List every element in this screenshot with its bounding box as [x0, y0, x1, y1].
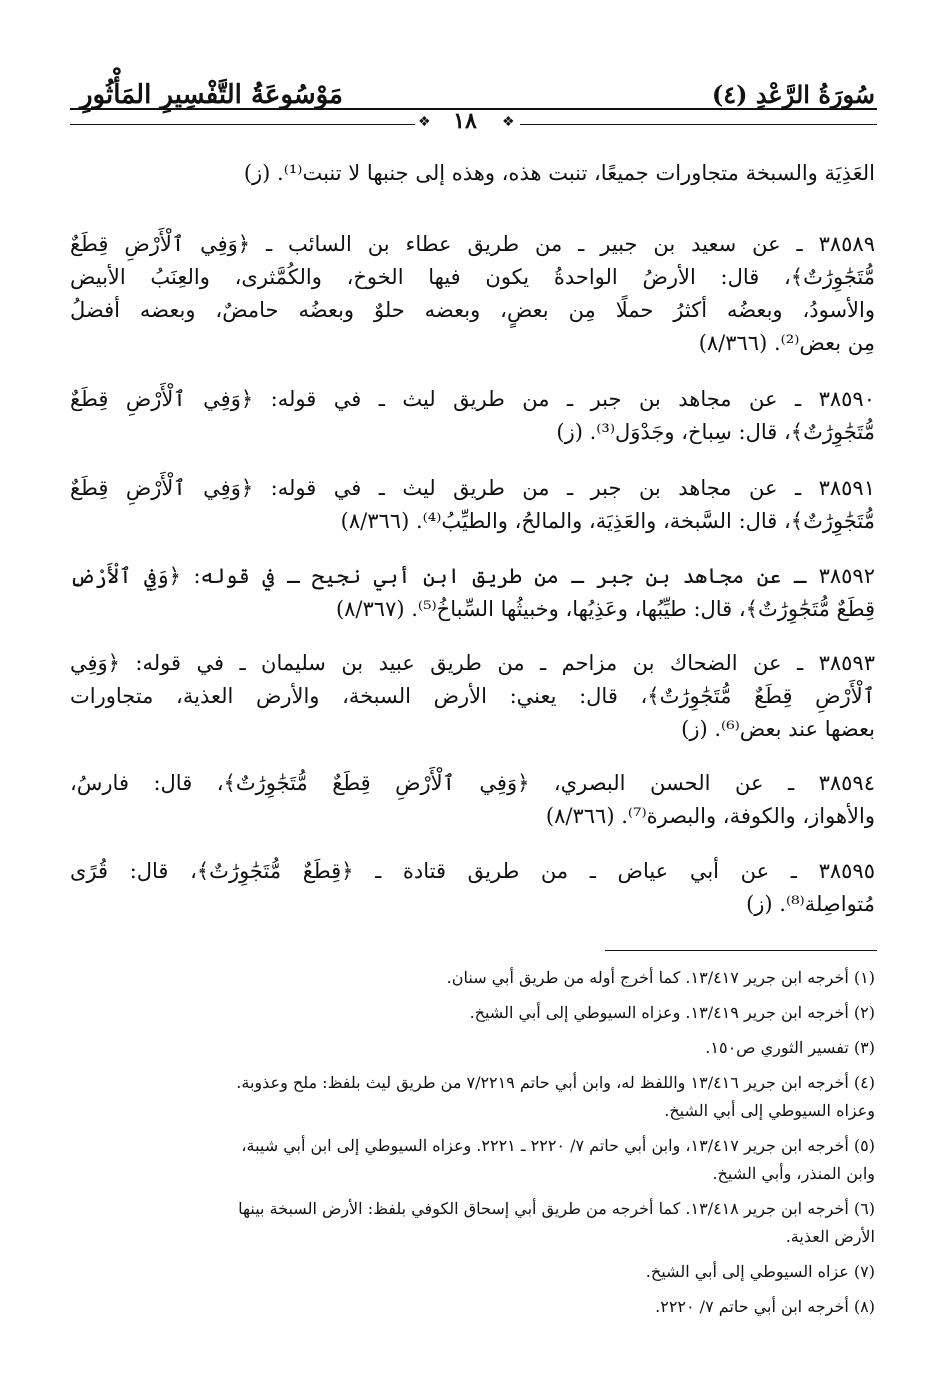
footnote: (٨) أخرجه ابن أبي حاتم ٧/ ٢٢٢٠.	[655, 1297, 875, 1316]
text-line: مُّتَجَٰوِرَٰتٌ﴾، قال: الأرضُ الواحدةُ يكون فيها الخوخ، والكُمَّثرى، والعِنَبُ الأبيض	[70, 265, 875, 289]
surah-title: سُورَةُ الرَّعْدِ (٤)	[711, 80, 875, 109]
book-title: مَوْسُوعَةُ التَّفْسِيرِ المَأْثُورِ	[80, 80, 343, 110]
text-line: مُّتَجَٰوِرَٰتٌ﴾، قال: السَّبخة، والعَذِيَة، والمالحُ، والطيِّبُ⁽⁴⁾. (٨/٣٦٦)	[340, 509, 875, 533]
text-line: ٣٨٥٩١ ـ عن مجاهد بن جبر ـ من طريق ليث ـ في قوله: ﴿وَفِي ٱلْأَرْضِ قِطَعٌ	[70, 476, 875, 500]
text-line: ٣٨٥٩٣ ـ عن الضحاك بن مزاحم ـ من طريق عبيد بن سليمان ـ في قوله: ﴿وَفِي	[70, 651, 875, 675]
text-line: ٣٨٥٩٤ ـ عن الحسن البصري، ﴿وَفِي ٱلْأَرْضِ قِطَعٌ مُّتَجَٰوِرَٰتٌ﴾، قال: فارسُ،	[70, 771, 875, 795]
header-rule-left	[70, 124, 415, 125]
text-line: ٣٨٥٩٥ ـ عن أبي عياض ـ من طريق قتادة ـ ﴿قِطَعٌ مُّتَجَٰوِرَٰتٌ﴾، قال: قُرًى	[70, 859, 875, 883]
header-rule-right	[520, 124, 877, 125]
text-line: ٣٨٥٨٩ ـ عن سعيد بن جبير ـ من طريق عطاء بن السائب ـ ﴿وَفِي ٱلْأَرْضِ قِطَعٌ	[70, 232, 875, 256]
ornament-icon: ❖	[418, 114, 431, 130]
footnote: (٢) أخرجه ابن جرير ١٣/٤١٩. وعزاه السيوطي إلى أبي الشيخ.	[469, 1003, 875, 1022]
footnote: (٧) عزاه السيوطي إلى أبي الشيخ.	[645, 1262, 875, 1281]
text-line: مُتواصِلة⁽⁸⁾. (ز)	[746, 892, 875, 916]
footnote: وابن المنذر، وأبي الشيخ.	[712, 1164, 875, 1183]
footnote: الأرض العذية.	[785, 1227, 875, 1246]
footnote: (١) أخرجه ابن جرير ١٣/٤١٧. كما أخرج أوله من طريق أبي سنان.	[446, 968, 875, 987]
text-line: العَذِيَة والسبخة متجاورات جميعًا، تنبت هذه، وهذه إلى جنبها لا تنبت⁽¹⁾. (ز)	[243, 161, 875, 185]
text-line: قِطَعٌ مُّتَجَٰوِرَٰتٌ﴾، قال: طيِّبُها، وعَذِيُها، وخبيثُها السِّباخُ⁽⁵⁾. (٨/٣٦٧)	[335, 597, 875, 621]
footnote-rule	[605, 950, 877, 951]
text-line: مِن بعض⁽²⁾. (٨/٣٦٦)	[698, 331, 875, 355]
text-line: ٣٨٥٩٢ ـ عن مجاهد بن جبر ـ من طريق ابن أبي نجيح ـ في قوله: ﴿وَفِي ٱلْأَرْضِ	[70, 564, 875, 588]
text-line: والأهواز، والكوفة، والبصرة⁽⁷⁾. (٨/٣٦٦)	[545, 804, 875, 828]
footnote: (٦) أخرجه ابن جرير ١٣/٤١٨. كما أخرجه من طريق أبي إسحاق الكوفي بلفظ: الأرض السبخة بينها	[238, 1199, 875, 1218]
footnote: (٣) تفسير الثوري ص١٥٠.	[705, 1038, 875, 1057]
text-line: ٣٨٥٩٠ ـ عن مجاهد بن جبر ـ من طريق ليث ـ في قوله: ﴿وَفِي ٱلْأَرْضِ قِطَعٌ	[70, 387, 875, 411]
footnote: (٤) أخرجه ابن جرير ١٣/٤١٦ واللفظ له، وابن أبي حاتم ٧/٢٢١٩ من طريق ليث بلفظ: ملح وعذوبة.	[236, 1073, 875, 1092]
text-line: بعضها عند بعض⁽⁶⁾. (ز)	[681, 717, 875, 741]
footnote: (٥) أخرجه ابن جرير ١٣/٤١٧، وابن أبي حاتم ٧/ ٢٢٢٠ ـ ٢٢٢١. وعزاه السيوطي إلى ابن أبي شيبة،	[241, 1136, 875, 1155]
text-line: مُّتَجَٰوِرَٰتٌ﴾، قال: سِباخ، وجَدْوَل⁽³⁾. (ز)	[556, 420, 875, 444]
footnote: وعزاه السيوطي إلى أبي الشيخ.	[664, 1101, 875, 1120]
text-line: والأسودُ، وبعضُه أكثرُ حملًا مِن بعضٍ، وبعضه حلوٌ وبعضُه حامضٌ، وبعضه أفضلُ	[70, 298, 875, 322]
text-line: ٱلْأَرْضِ قِطَعٌ مُّتَجَٰوِرَٰتٌ﴾، قال: يعني: الأرض السبخة، والأرض العذية، متجاورات	[70, 684, 875, 708]
page-number: ١٨	[453, 108, 477, 134]
ornament-icon: ❖	[502, 114, 515, 130]
